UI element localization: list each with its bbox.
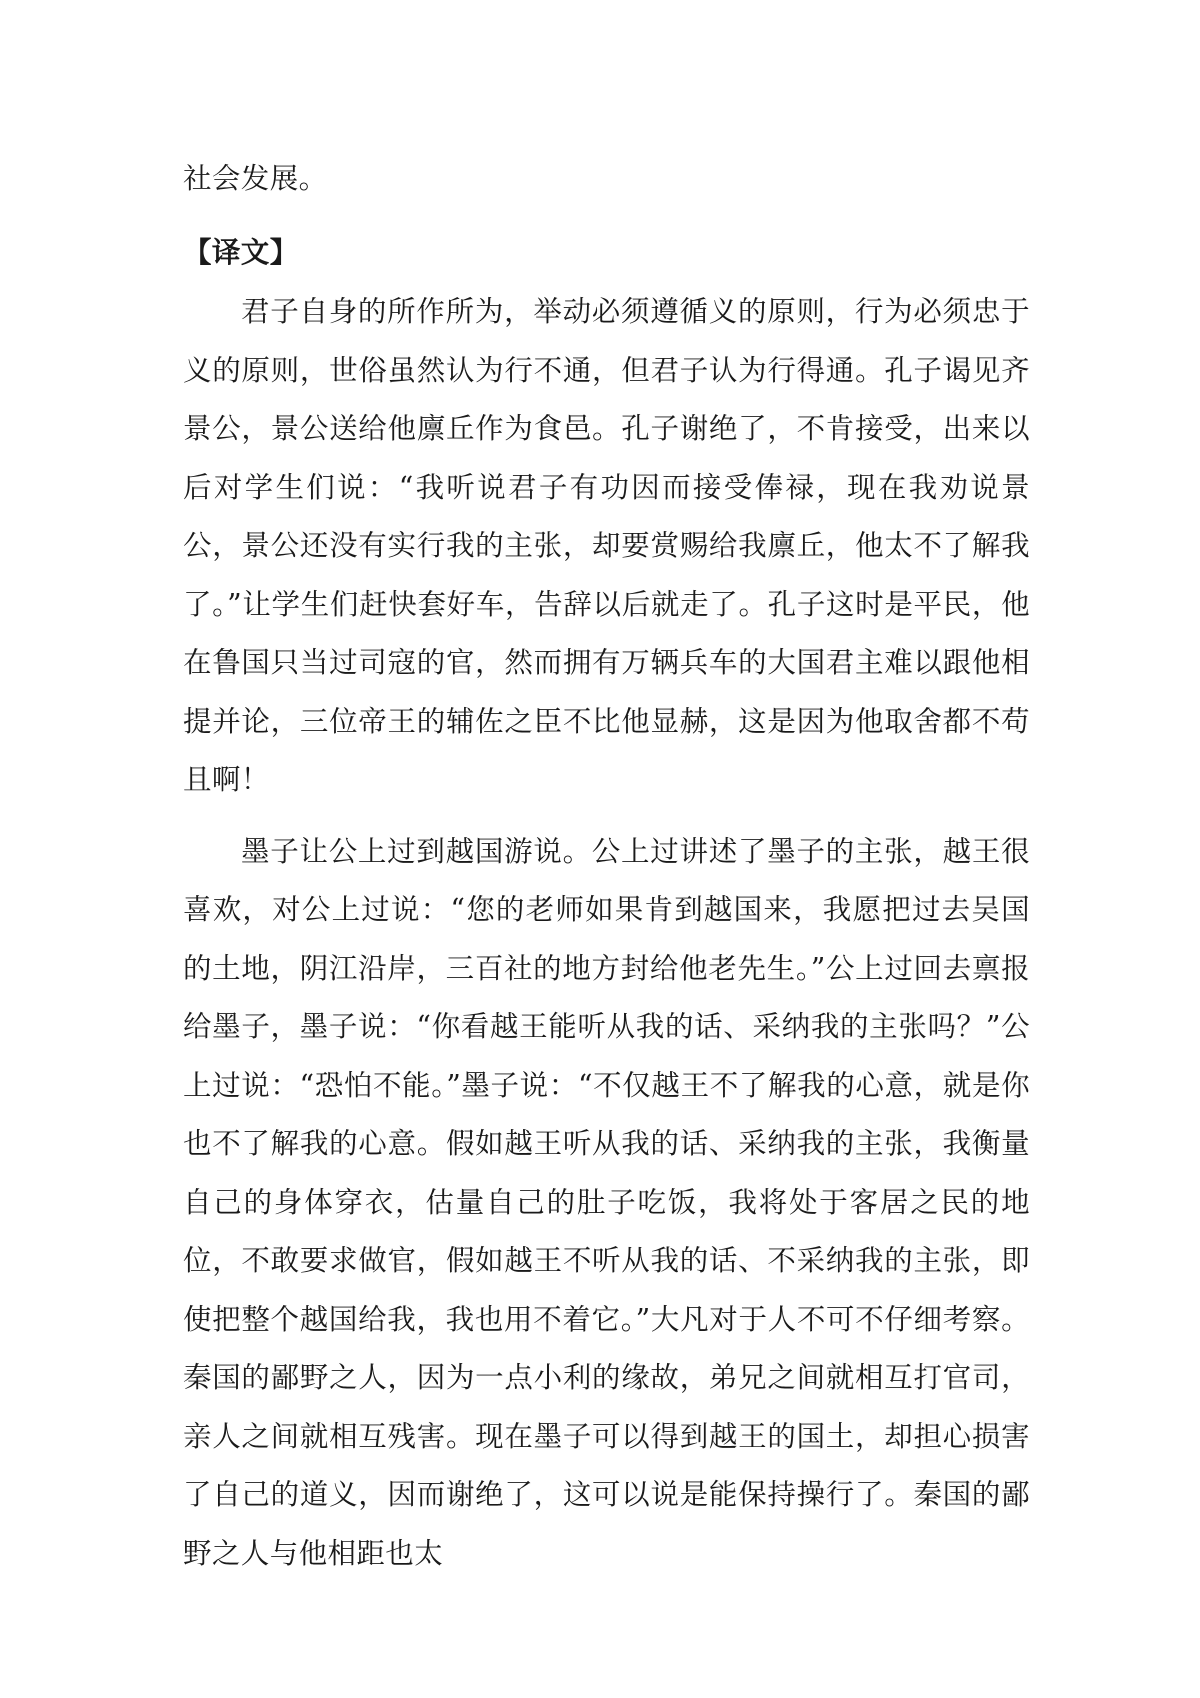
section-heading: 【译文】 <box>183 234 299 269</box>
opening-fragment: 社会发展。 <box>183 162 328 195</box>
paragraph-1: 君子自身的所作所为，举动必须遵循义的原则，行为必须忠于义的原则，世俗虽然认为行不通，但君子认为行得通。孔子谒见齐景公，景公送给他廪丘作为食邑。孔子谢绝了，不肯接受，出来以后对学生们说：“我听说君子有功因而接受俸禄，现在我劝说景公，景公还没有实行我的主张，却要赏赐给我廪丘，他太不了解我了。”让学生们赶快套好车，告辞以后就走了。孔子这时是平民，他在鲁国只当过司寇的官，然而拥有万辆兵车的大国君主难以跟他相提并论，三位帝王的辅佐之臣不比他显赫，这是因为他取舍都不苟且啊！ <box>183 295 1030 796</box>
document-body <box>183 150 1030 1583</box>
paragraph-2: 墨子让公上过到越国游说。公上过讲述了墨子的主张，越王很喜欢，对公上过说：“您的老师如果肯到越国来，我愿把过去吴国的土地，阴江沿岸，三百社的地方封给他老先生。”公上过回去禀报给墨子，墨子说：“你看越王能听从我的话、采纳我的主张吗？”公上过说：“恐怕不能。”墨子说：“不仅越王不了解我的心意，就是你也不了解我的心意。假如越王听从我的话、采纳我的主张，我衡量自己的身体穿衣，估量自己的肚子吃饭，我将处于客居之民的地位，不敢要求做官，假如越王不听从我的话、不采纳我的主张，即使把整个越国给我，我也用不着它。”大凡对于人不可不仔细考察。秦国的鄙野之人，因为一点小利的缘故，弟兄之间就相互打官司，亲人之间就相互残害。现在墨子可以得到越王的国土，却担心损害了自己的道义，因而谢绝了，这可以说是能保持操行了。秦国的鄙野之人与他相距也太 <box>183 834 1030 1570</box>
